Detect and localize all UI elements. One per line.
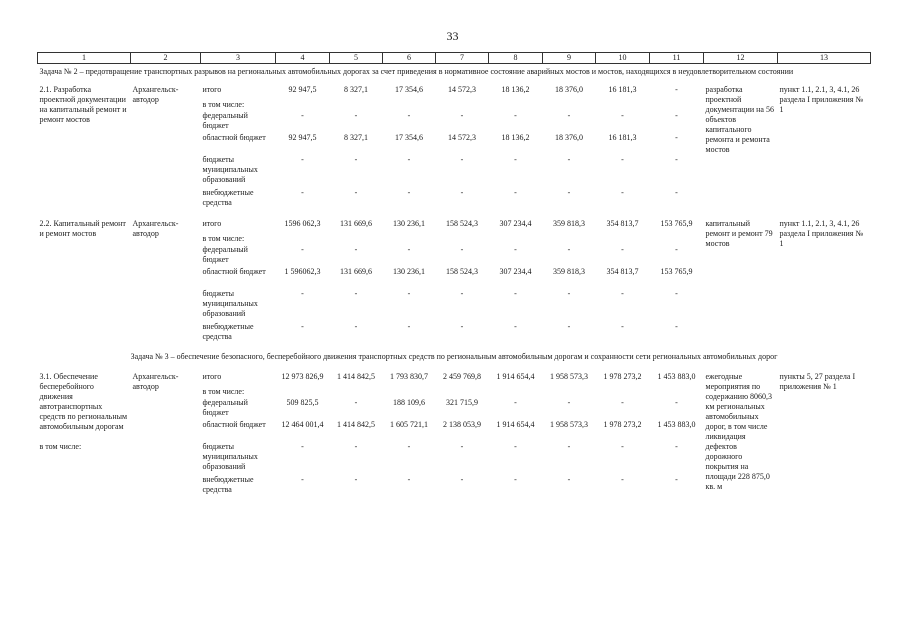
amount-cell: 18 136,2 — [501, 85, 530, 94]
amount-cell: 354 813,7 — [606, 219, 639, 228]
column-number: 4 — [276, 53, 330, 64]
amount-cell: - — [675, 133, 678, 142]
amount-cell: 131 669,6 — [340, 267, 372, 276]
task-title: Задача № 2 – предотвращение транспортных разрывов на региональных автомобильных дорогах за счет приведения в нормативное состояние аварийных мостов и мостов, находящихся в неудовлетворительном состоянии — [39, 67, 794, 76]
activity-name-cell — [38, 85, 131, 210]
page-number: 33 — [446, 29, 459, 43]
activity-name-extra: в том числе: — [39, 442, 82, 451]
task-row — [38, 64, 871, 86]
amount-cell — [543, 234, 596, 245]
amount-cell: - — [301, 289, 304, 298]
amount-cell: - — [567, 322, 571, 331]
amount-cell: - — [514, 188, 517, 197]
amount-cell — [543, 387, 596, 398]
amount-cell: - — [407, 289, 411, 298]
funding-source: федеральный бюджет — [202, 398, 248, 417]
amount-cell: 1 596062,3 — [284, 267, 321, 276]
column-number: 5 — [330, 53, 383, 64]
amount-cell: - — [675, 322, 678, 331]
amount-cell: 18 136,2 — [501, 133, 530, 142]
activity-name: 2.1. Разработка проектной документации на капитальный ремонт и ремонт мостов — [39, 85, 127, 124]
amount-cell: - — [514, 442, 517, 451]
column-number: 1 — [38, 53, 131, 64]
amount-cell: - — [354, 442, 358, 451]
funding-source: итого — [202, 85, 222, 94]
amount-cell: 188 109,6 — [393, 398, 425, 407]
amount-cell: 18 376,0 — [555, 133, 583, 142]
column-number: 2 — [131, 53, 201, 64]
amount-cell: - — [354, 245, 358, 254]
amount-cell: 8 327,1 — [344, 85, 368, 94]
executor: Архангельск-автодор — [132, 219, 179, 238]
amount-cell — [489, 387, 543, 398]
amount-cell: - — [354, 398, 358, 407]
amount-cell: 12 973 826,9 — [281, 372, 324, 381]
amount-cell: 1 978 273,2 — [603, 420, 642, 429]
amount-cell — [330, 387, 383, 398]
amount-cell: - — [354, 111, 358, 120]
funding-source: в том числе: — [202, 100, 245, 109]
amount-cell: - — [407, 322, 411, 331]
amount-cell: 1 958 573,3 — [550, 372, 588, 381]
funding-source: областной бюджет — [202, 133, 266, 142]
spacer-row — [38, 210, 871, 219]
amount-cell: 1 414 842,5 — [337, 372, 375, 381]
amount-cell: - — [567, 155, 571, 164]
amount-cell: 18 376,0 — [555, 85, 583, 94]
amount-cell — [650, 100, 704, 111]
amount-cell: 16 181,3 — [608, 133, 637, 142]
amount-cell: - — [567, 475, 571, 484]
amount-cell: 359 818,3 — [553, 267, 585, 276]
amount-cell — [383, 387, 436, 398]
amount-cell: - — [621, 442, 624, 451]
column-number: 11 — [650, 53, 704, 64]
amount-cell: 307 234,4 — [499, 267, 532, 276]
amount-cell — [596, 387, 650, 398]
amount-cell: - — [621, 111, 624, 120]
program-table — [37, 52, 871, 497]
amount-cell — [489, 234, 543, 245]
column-number: 13 — [778, 53, 871, 64]
amount-cell: - — [301, 111, 304, 120]
amount-cell: 1 453 883,0 — [657, 372, 696, 381]
amount-cell — [596, 234, 650, 245]
activity-name: 2.2. Капитальный ремонт и ремонт мостов — [39, 219, 126, 238]
expected-result: ежегодные мероприятия по содержанию 8060,3 км региональных автомобильных дорог, в том числе ликвидация дефектов дорожного покрытия на площади 228 875,0 кв. м — [705, 372, 773, 491]
funding-source: в том числе: — [202, 387, 245, 396]
column-number: 9 — [543, 53, 596, 64]
amount-cell: - — [407, 155, 411, 164]
column-number: 7 — [436, 53, 489, 64]
amount-cell: - — [567, 111, 571, 120]
expected-result: разработка проектной документации на 56 объектов капитального ремонта и ремонта мостов — [705, 85, 774, 154]
amount-cell: - — [514, 289, 517, 298]
funding-source: итого — [202, 372, 222, 381]
amount-cell: - — [460, 289, 464, 298]
amount-cell: 158 524,3 — [446, 267, 478, 276]
amount-cell: 153 765,9 — [660, 219, 693, 228]
amount-cell: - — [514, 475, 517, 484]
amount-cell: - — [407, 475, 411, 484]
amount-cell: - — [514, 245, 517, 254]
amount-cell: - — [301, 245, 304, 254]
activity-name-cell — [38, 372, 131, 497]
amount-cell: 354 813,7 — [606, 267, 639, 276]
amount-cell: - — [301, 475, 304, 484]
amount-cell: - — [675, 188, 678, 197]
column-number-row — [38, 53, 871, 64]
activity-name: 3.1. Обеспечение бесперебойного движения автотранспортных средств по региональным автомобильным дорогам — [39, 372, 128, 431]
amount-cell: - — [460, 245, 464, 254]
amount-cell — [276, 234, 330, 245]
amount-cell: - — [460, 111, 464, 120]
amount-cell: - — [514, 398, 517, 407]
amount-cell — [330, 100, 383, 111]
indicator-reference: пункт 1.1, 2.1, 3, 4.1, 26 раздела I приложения № 1 — [779, 85, 864, 114]
amount-cell: - — [621, 155, 624, 164]
amount-cell: 509 825,5 — [286, 398, 319, 407]
amount-cell: 14 572,3 — [448, 85, 476, 94]
amount-cell: - — [514, 155, 517, 164]
amount-cell — [436, 234, 489, 245]
amount-cell: - — [460, 322, 464, 331]
amount-cell: - — [621, 289, 624, 298]
column-number: 8 — [489, 53, 543, 64]
amount-cell: - — [301, 442, 304, 451]
funding-source: внебюджетные средства — [202, 322, 254, 341]
amount-cell — [489, 100, 543, 111]
amount-cell: - — [675, 245, 678, 254]
funding-source: федеральный бюджет — [202, 245, 248, 264]
amount-cell — [436, 100, 489, 111]
amount-cell: 307 234,4 — [499, 219, 532, 228]
amount-cell: - — [567, 398, 571, 407]
amount-cell — [596, 100, 650, 111]
amount-cell: - — [621, 322, 624, 331]
amount-cell: - — [354, 188, 358, 197]
amount-cell — [276, 100, 330, 111]
amount-cell: 16 181,3 — [608, 85, 637, 94]
amount-cell — [650, 387, 704, 398]
amount-cell: - — [675, 475, 678, 484]
amount-cell: 92 947,5 — [288, 133, 317, 142]
amount-cell: 130 236,1 — [393, 267, 425, 276]
activity-row — [38, 85, 871, 100]
amount-cell: - — [407, 111, 411, 120]
amount-cell: - — [460, 442, 464, 451]
amount-cell: - — [301, 188, 304, 197]
amount-cell: 17 354,6 — [395, 85, 423, 94]
amount-cell: - — [675, 289, 678, 298]
amount-cell: 153 765,9 — [660, 267, 693, 276]
amount-cell: - — [621, 245, 624, 254]
amount-cell: - — [567, 188, 571, 197]
amount-cell — [650, 234, 704, 245]
amount-cell: - — [460, 155, 464, 164]
amount-cell: - — [567, 245, 571, 254]
funding-source: внебюджетные средства — [202, 188, 254, 207]
amount-cell: - — [621, 398, 624, 407]
column-number: 10 — [596, 53, 650, 64]
amount-cell: 359 818,3 — [553, 219, 585, 228]
amount-cell: - — [354, 155, 358, 164]
amount-cell: - — [460, 188, 464, 197]
amount-cell: - — [514, 111, 517, 120]
amount-cell: 17 354,6 — [395, 133, 423, 142]
amount-cell: - — [354, 289, 358, 298]
amount-cell: 158 524,3 — [446, 219, 478, 228]
amount-cell — [436, 387, 489, 398]
funding-source: областной бюджет — [202, 420, 266, 429]
amount-cell: 130 236,1 — [393, 219, 425, 228]
funding-source: бюджеты муниципальных образований — [202, 289, 258, 318]
amount-cell: - — [354, 322, 358, 331]
amount-cell: 1 453 883,0 — [657, 420, 696, 429]
amount-cell: 321 715,9 — [446, 398, 478, 407]
amount-cell: - — [567, 289, 571, 298]
amount-cell: 1 605 721,1 — [390, 420, 428, 429]
amount-cell: 8 327,1 — [344, 133, 368, 142]
amount-cell: 1 914 654,4 — [496, 420, 535, 429]
amount-cell: - — [675, 111, 678, 120]
amount-cell: 2 138 053,9 — [443, 420, 481, 429]
amount-cell — [383, 100, 436, 111]
funding-source: федеральный бюджет — [202, 111, 248, 130]
amount-cell: 12 464 001,4 — [281, 420, 324, 429]
spacer — [38, 210, 871, 219]
amount-cell: 92 947,5 — [288, 85, 317, 94]
funding-source: внебюджетные средства — [202, 475, 254, 494]
amount-cell: - — [675, 398, 678, 407]
amount-cell: - — [675, 155, 678, 164]
column-number: 12 — [704, 53, 778, 64]
amount-cell: - — [675, 85, 678, 94]
amount-cell — [276, 387, 330, 398]
amount-cell: - — [621, 475, 624, 484]
amount-cell: - — [460, 475, 464, 484]
amount-cell: - — [567, 442, 571, 451]
amount-cell: 1 978 273,2 — [603, 372, 642, 381]
amount-cell: - — [621, 188, 624, 197]
task-row — [38, 344, 871, 372]
funding-source: бюджеты муниципальных образований — [202, 442, 258, 471]
executor: Архангельск-автодор — [132, 372, 179, 391]
activity-row — [38, 372, 871, 387]
amount-cell: - — [675, 442, 678, 451]
activity-row — [38, 219, 871, 234]
amount-cell: 1 958 573,3 — [550, 420, 588, 429]
amount-cell: - — [354, 475, 358, 484]
column-number: 6 — [383, 53, 436, 64]
amount-cell: - — [407, 245, 411, 254]
amount-cell: 131 669,6 — [340, 219, 372, 228]
indicator-reference: пункты 5, 27 раздела I приложения № 1 — [779, 372, 856, 391]
amount-cell — [543, 100, 596, 111]
funding-source: областной бюджет — [202, 267, 266, 276]
funding-source: в том числе: — [202, 234, 245, 243]
amount-cell: 14 572,3 — [448, 133, 476, 142]
amount-cell: 2 459 769,8 — [443, 372, 481, 381]
activity-name-cell — [38, 219, 131, 344]
amount-cell: 1 793 830,7 — [390, 372, 428, 381]
amount-cell: - — [407, 188, 411, 197]
task-title: Задача № 3 – обеспечение безопасного, бесперебойного движения транспортных средств по региональным автомобильным дорогам и сохранности сети региональных автомобильных дорог — [130, 352, 778, 361]
column-number: 3 — [201, 53, 276, 64]
amount-cell: 1596 062,3 — [284, 219, 321, 228]
expected-result: капитальный ремонт и ремонт 79 мостов — [705, 219, 773, 248]
funding-source: бюджеты муниципальных образований — [202, 155, 258, 184]
amount-cell: - — [407, 442, 411, 451]
amount-cell — [330, 234, 383, 245]
amount-cell: - — [301, 322, 304, 331]
amount-cell: 1 414 842,5 — [337, 420, 375, 429]
funding-source: итого — [202, 219, 222, 228]
amount-cell: - — [301, 155, 304, 164]
amount-cell: - — [514, 322, 517, 331]
executor: Архангельск-автодор — [132, 85, 179, 104]
indicator-reference: пункт 1.1, 2.1, 3, 4.1, 26 раздела I приложения № 1 — [779, 219, 864, 248]
amount-cell — [383, 234, 436, 245]
amount-cell: 1 914 654,4 — [496, 372, 535, 381]
